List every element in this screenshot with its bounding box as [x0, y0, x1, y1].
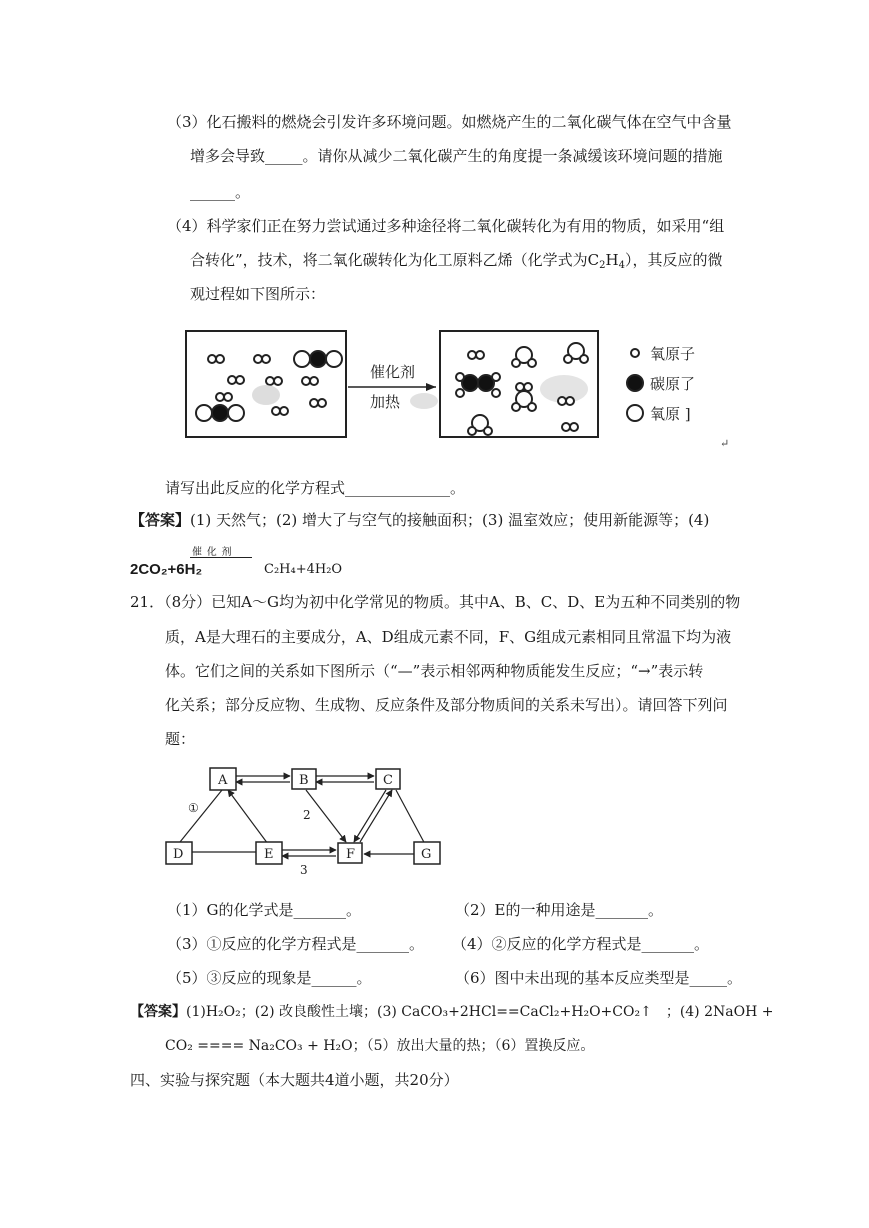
node-e: E [264, 847, 274, 862]
node-d: D [173, 847, 184, 862]
q21-line3: 体。它们之间的关系如下图所示（“—”表示相邻两种物质能发生反应；“→”表示转 [165, 662, 704, 680]
eq-left: 2CO₂+6H₂ [130, 561, 203, 578]
q21-line1: 21．（8分）已知A～G均为初中化学常见的物质。其中A、B、C、D、E为五种不同类别的物 [130, 593, 741, 611]
legend [627, 345, 695, 423]
q20-part4-line1: （4）科学家们正在努力尝试通过多种途径将二氧化碳转化为有用的物质，如采用“组 [167, 217, 725, 235]
subscript-2: 2 [599, 260, 606, 271]
node-f: F [346, 847, 356, 862]
section-4-heading: 四、实验与探究题（本大题共4道小题，共20分） [130, 1071, 459, 1089]
q21-question-1: （1）G的化学式是_______。 [167, 901, 362, 919]
answer-tag: 【答案】 [130, 1004, 186, 1020]
answer-tag: 【答案】 [130, 511, 191, 529]
arrow-top-label: 催化剂 [370, 363, 416, 381]
q21-question-3: （3）①反应的化学方程式是_______。 [167, 935, 425, 953]
reaction-diagram [180, 325, 740, 455]
q20-part3-line1: （3）化石搬料的燃烧会引发许多环境问题。如燃烧产生的二氧化碳气体在空气中含量 [167, 113, 732, 131]
node-c: C [383, 773, 393, 788]
q21-line2: 质，A是大理石的主要成分，A、D组成元素不同，F、G组成元素相同且常温下均为液 [165, 628, 732, 646]
eq-reaction-line [190, 557, 252, 558]
node-a: A [218, 773, 228, 788]
node-b: B [299, 773, 309, 788]
relationship-diagram [160, 762, 450, 882]
q21-answer-line2: CO₂ ==== Na₂CO₃ + H₂O；（5）放出大量的热；（6）置换反应。 [165, 1038, 595, 1054]
return-mark: ↵ [720, 437, 730, 450]
subscript-4: 4 [618, 260, 625, 271]
q21-question-2: （2）E的一种用途是_______。 [455, 901, 663, 919]
eq-right: C₂H₄+4H₂O [264, 562, 343, 577]
q20-part4-line2 [190, 250, 723, 276]
label-reaction-3: 3 [300, 863, 308, 877]
q21-question-4: （4）②反应的化学方程式是_______。 [452, 935, 710, 953]
q21-line5: 题： [165, 730, 196, 748]
q21-answer-line1 [130, 1002, 773, 1022]
q20-part4-line2-text-b: H [605, 251, 619, 269]
q21-answer-text-1: (1)H₂O₂；(2) 改良酸性土壤；(3) CaCO₃+2HCl==CaCl₂+H₂O+CO₂↑ ；(4) 2NaOH + [186, 1004, 774, 1020]
label-reaction-2: 2 [303, 808, 311, 822]
legend-label-3: 氧原 ] [650, 405, 691, 423]
arrow-bottom-label: 加热 [370, 393, 401, 411]
eq-catalyst: 催 化 剂 [192, 547, 233, 558]
q20-answer-text: (1) 天然气；(2) 增大了与空气的接触面积；(3) 温室效应；使用新能源等；(4) [190, 511, 710, 529]
q21-question-6: （6）图中未出现的基本反应类型是_____。 [455, 969, 743, 987]
q20-part3-line3: ______。 [190, 183, 251, 201]
legend-label-1: 氧原子 [650, 345, 696, 363]
reaction-arrowhead [426, 383, 436, 391]
legend-label-2: 碳原了 [650, 375, 696, 393]
q21-question-5: （5）③反应的现象是______。 [167, 969, 372, 987]
q21-line4: 化关系；部分反应物、生成物、反应条件及部分物质间的关系未写出）。请回答下列问 [165, 696, 728, 714]
q20-part4-line3: 观过程如下图所示： [190, 285, 326, 303]
node-g: G [421, 847, 432, 862]
q20-ask-equation: 请写出此反应的化学方程式______________。 [165, 479, 466, 497]
q20-part4-line2-text-a: 合转化”，技术，将二氧化碳转化为化工原料乙烯（化学式为C [190, 251, 600, 269]
q20-part4-line2-text-c: ），其反应的微 [625, 251, 723, 269]
q20-answer [130, 510, 709, 530]
label-reaction-1: ① [188, 801, 199, 815]
q20-part3-line2: 增多会导致_____。请你从减少二氧化碳产生的角度提一条减缓该环境问题的措施 [190, 147, 723, 165]
